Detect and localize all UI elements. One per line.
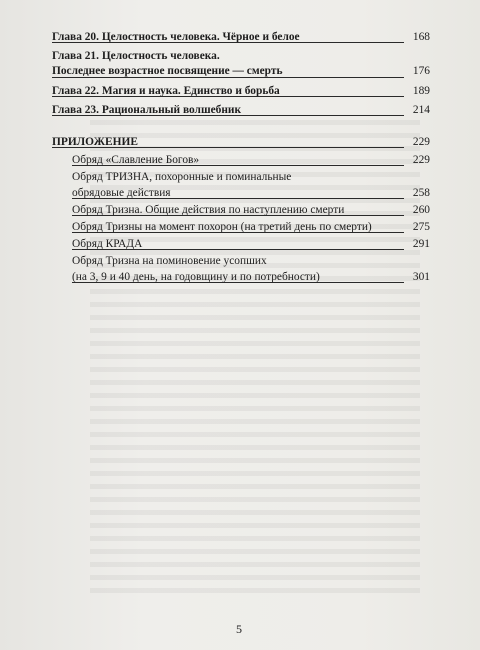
toc-entry-title: Обряд КРАДА: [72, 238, 143, 251]
toc-leader-line: [52, 77, 404, 78]
toc-entry-title: Обряд Тризна. Общие действия по наступлению смерти: [72, 203, 345, 216]
toc-leader-line: [72, 249, 404, 250]
toc-page-number: 260: [412, 203, 430, 216]
toc-page-number: 176: [412, 65, 430, 78]
toc-entry-title-line: обрядовые действия: [72, 186, 171, 199]
toc-page-number: 214: [412, 103, 430, 116]
appendix-title: ПРИЛОЖЕНИЕ: [52, 136, 138, 149]
toc-entry-chapter-20: [52, 30, 430, 45]
toc-entry-chapter-22: [52, 84, 430, 99]
toc-entry-title: Глава 23. Рациональный волшебник: [52, 103, 242, 116]
toc-leader-line: [72, 215, 404, 216]
toc-entry-title: Глава 20. Целостность человека. Чёрное и белое: [52, 31, 300, 43]
toc-leader-line: [52, 42, 404, 43]
toc-entry-appendix-item: [72, 170, 430, 200]
page-number: 5: [236, 622, 242, 636]
toc-page-number: 258: [412, 186, 430, 199]
toc-entry-appendix: [52, 135, 430, 150]
toc-entry-title-line: Глава 21. Целостность человека.: [52, 50, 220, 63]
toc-entry-appendix-item: [72, 254, 430, 284]
toc-page-number: 168: [412, 31, 430, 43]
toc-entry-appendix-item: [72, 203, 430, 218]
toc-page-number: 229: [412, 154, 430, 167]
toc-entry-title-line: Обряд Тризна на поминовение усопших: [72, 255, 267, 268]
toc-entry-title: Глава 22. Магия и наука. Единство и борьба: [52, 84, 280, 97]
toc-entry-title-line: Последнее возрастное посвящение — смерть: [52, 65, 283, 78]
toc-entry-chapter-23: [52, 103, 430, 118]
toc-page-number: 275: [412, 221, 430, 234]
appendix-items: [52, 153, 430, 285]
toc-leader-line: [72, 198, 404, 199]
toc-leader-line: [72, 232, 404, 233]
toc-entry-title-line: (на 3, 9 и 40 день, на годовщину и по потребности): [72, 270, 320, 283]
toc-leader-line: [72, 282, 404, 283]
toc-entry-title: Обряд Тризны на момент похорон (на третий день по смерти): [72, 221, 372, 234]
toc-page-number: 229: [412, 136, 430, 149]
toc-leader-line: [52, 96, 404, 97]
toc-entry-appendix-item: [72, 237, 430, 252]
toc-leader-line: [72, 165, 404, 166]
toc-entry-chapter-21: [52, 49, 430, 79]
toc-leader-line: [52, 115, 404, 116]
toc-page-number: 301: [412, 270, 430, 283]
toc-entry-title-line: Обряд ТРИЗНА, похоронные и поминальные: [72, 171, 292, 184]
toc-leader-line: [52, 147, 404, 148]
toc-entry-title: Обряд «Славление Богов»: [72, 154, 200, 167]
table-of-contents: [52, 30, 430, 287]
toc-page-number: 291: [412, 238, 430, 251]
toc-entry-appendix-item: [72, 153, 430, 168]
toc-entry-appendix-item: [72, 220, 430, 235]
toc-page-number: 189: [412, 84, 430, 97]
